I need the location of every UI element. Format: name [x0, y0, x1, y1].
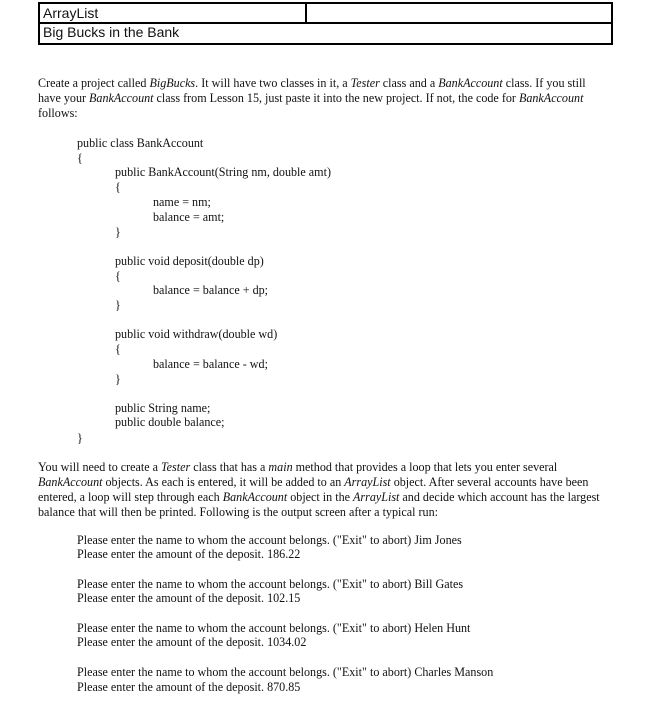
page-title: ArrayList: [40, 4, 307, 22]
code-line: {: [115, 269, 121, 283]
code-line: }: [115, 298, 121, 312]
output-line: Please enter the amount of the deposit. 186.22: [77, 547, 301, 561]
code-line: public void withdraw(double wd): [115, 327, 278, 341]
code-line: }: [77, 431, 83, 445]
code-line: public class BankAccount: [77, 136, 204, 150]
lesson-title: Big Bucks in the Bank: [38, 24, 613, 45]
code-line: balance = balance + dp;: [153, 283, 269, 297]
code-line: name = nm;: [153, 195, 211, 209]
code-line: public BankAccount(String nm, double amt): [115, 165, 331, 179]
code-line: }: [115, 372, 121, 386]
output-line: Please enter the name to whom the account belongs. ("Exit" to abort) Charles Manson: [77, 665, 494, 679]
code-line: balance = amt;: [153, 210, 225, 224]
output-line: Please enter the amount of the deposit. 102.15: [77, 591, 301, 605]
code-line: {: [115, 342, 121, 356]
code-line: public String name;: [115, 401, 211, 415]
intro-paragraph: Create a project called BigBucks. It will have two classes in it, a Tester class and a BankAccount class. If you still have your BankAccount class from Lesson 15, just paste it into the new project. If not, the code for BankAccount follows:: [38, 76, 586, 120]
code-line: public void deposit(double dp): [115, 254, 264, 268]
code-line: {: [115, 180, 121, 194]
output-line: Please enter the amount of the deposit. 1034.02: [77, 635, 307, 649]
code-line: balance = balance - wd;: [153, 357, 268, 371]
code-line: public double balance;: [115, 415, 225, 429]
output-line: Please enter the name to whom the account belongs. ("Exit" to abort) Jim Jones: [77, 533, 462, 547]
output-line: Please enter the name to whom the account belongs. ("Exit" to abort) Bill Gates: [77, 577, 464, 591]
code-line: }: [115, 225, 121, 239]
header-empty-cell: [307, 4, 611, 22]
code-line: {: [77, 151, 83, 165]
tester-paragraph: You will need to create a Tester class that has a main method that provides a loop that lets you enter several BankAccount objects. As each is entered, it will be added to an ArrayList object. After several accounts have been entered, a loop will step through each BankAccount object in the ArrayList and decide which account has the largest balance that will then be printed. Following is the output screen after a typical run:: [38, 460, 600, 519]
output-line: Please enter the name to whom the account belongs. ("Exit" to abort) Helen Hunt: [77, 621, 471, 635]
output-line: Please enter the amount of the deposit. 870.85: [77, 680, 301, 694]
header-title-box: [38, 2, 613, 24]
